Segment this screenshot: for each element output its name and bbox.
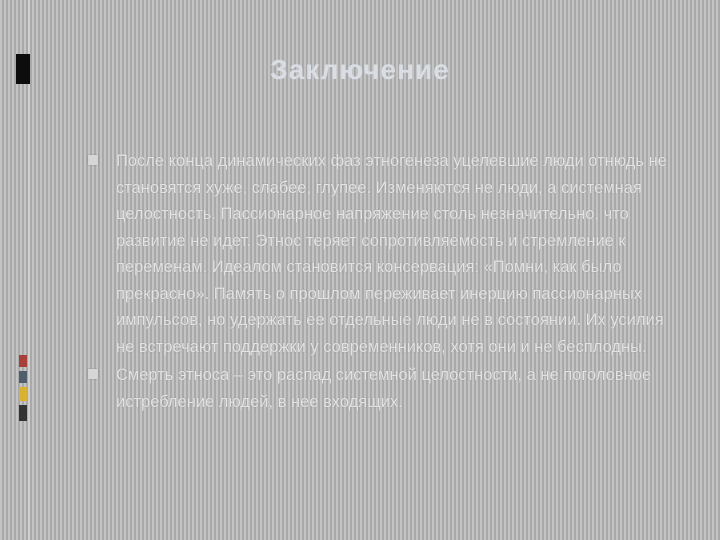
- slide-title: Заключение: [270, 54, 450, 85]
- bullet-item-2: [86, 362, 686, 415]
- bullet-list: [86, 148, 686, 417]
- accent-dark-block: [19, 405, 27, 421]
- bullet-item-1: [86, 148, 686, 360]
- square-bullet-icon: [88, 369, 98, 379]
- bullet-text-2: Смерть этноса – это распад системной целостности, а не поголовное истребление людей, в нее входящих.: [116, 366, 652, 411]
- accent-yellow-block: [19, 387, 27, 401]
- title-accent-block: [16, 54, 30, 84]
- color-accent-stack: [19, 355, 27, 421]
- bullet-text-1: После конца динамических фаз этногенеза уцелевшие люди отнюдь не становятся хуже, слабее, глупее. Изменяются не люди, а системная целостность. Пассионарное напряжение столь незначительно, что развитие не идет. Этнос теряет сопротивляемость и стремление к переменам. Идеалом становится консервация: «Помни, как было прекрасно». Память о прошлом переживает инерцию пассионарных импульсов, но удержать ее отдельные люди не в состоянии. Их усилия не встречают поддержки у современников, хотя они и не бесплодны.: [116, 152, 667, 356]
- accent-red-block: [19, 355, 27, 367]
- accent-slate-block: [19, 371, 27, 383]
- square-bullet-icon: [88, 155, 98, 165]
